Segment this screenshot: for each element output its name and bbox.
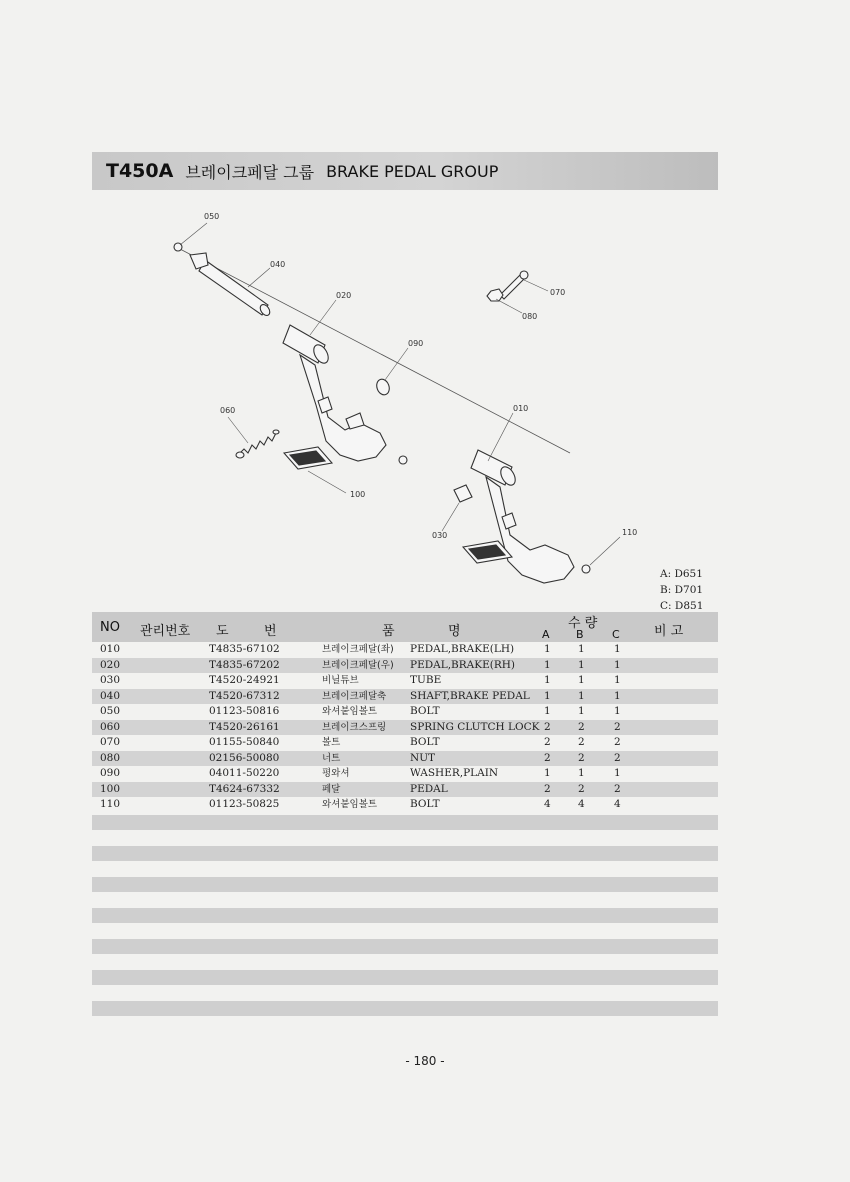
table-row [92, 751, 718, 767]
row-name-english: PEDAL,BRAKE(LH) [410, 643, 515, 655]
model-variants-legend [660, 566, 703, 614]
exploded-parts-diagram [150, 205, 710, 605]
row-no: 080 [100, 751, 121, 764]
shaft-line [180, 249, 570, 453]
row-qty-b: 1 [578, 767, 585, 779]
row-qty-c: 1 [614, 767, 621, 779]
header-mgmt-no: 관리번호 [140, 624, 191, 639]
table-row [92, 689, 718, 705]
row-no: 110 [100, 798, 121, 810]
row-qty-c: 1 [614, 689, 621, 702]
row-no: 050 [100, 705, 121, 717]
row-name-korean: 브레이크페달축 [322, 690, 387, 702]
row-qty-a: 2 [544, 782, 551, 795]
header-drawing-1: 도 [216, 624, 229, 639]
row-name-korean: 브레이크페달(우) [322, 659, 394, 671]
pedal-arm-010 [486, 477, 574, 583]
row-part-number: 02156-50080 [209, 751, 280, 764]
row-name-korean: 브레이크페달(좌) [322, 644, 394, 655]
row-qty-c: 1 [614, 658, 621, 671]
row-name-korean: 비닐튜브 [322, 675, 359, 686]
row-part-number: 04011-50220 [209, 767, 280, 779]
row-name-english: BOLT [410, 798, 440, 810]
callout-080: 080 [522, 312, 538, 321]
header-qty-a: A [542, 628, 550, 641]
row-qty-c: 2 [614, 736, 621, 748]
row-qty-b: 2 [578, 751, 585, 764]
row-name-korean: 와셔붙임볼트 [322, 706, 378, 717]
table-row [92, 673, 718, 689]
row-name-korean: 와셔붙임볼트 [322, 799, 378, 810]
empty-row-band [92, 877, 718, 892]
row-qty-b: 2 [578, 782, 585, 795]
row-qty-a: 2 [544, 736, 551, 748]
callout-100: 100 [350, 490, 366, 499]
table-row [92, 720, 718, 736]
row-qty-c: 4 [614, 798, 621, 810]
row-part-number: T4520-24921 [209, 674, 280, 686]
table-row [92, 704, 718, 720]
row-part-number: T4835-67102 [209, 643, 280, 655]
row-name-english: BOLT [410, 705, 440, 717]
group-title-english: BRAKE PEDAL GROUP [326, 161, 499, 181]
row-qty-b: 1 [578, 658, 585, 671]
row-qty-a: 1 [544, 643, 551, 655]
row-part-number: 01123-50816 [209, 705, 280, 717]
parts-table-header [92, 612, 718, 642]
row-name-english: WASHER,PLAIN [410, 767, 499, 779]
callout-110: 110 [622, 528, 638, 537]
row-part-number: T4835-67202 [209, 658, 280, 671]
title-bar [92, 152, 718, 190]
row-qty-b: 1 [578, 643, 585, 655]
header-qty-b: B [576, 628, 584, 641]
row-qty-b: 1 [578, 689, 585, 702]
table-row [92, 766, 718, 782]
row-qty-b: 1 [578, 705, 585, 717]
pedal-arm-020 [300, 355, 386, 461]
page-number: - 180 - [405, 1054, 445, 1068]
row-qty-b: 4 [578, 798, 585, 810]
row-qty-a: 2 [544, 751, 551, 764]
row-qty-b: 1 [578, 674, 585, 686]
row-qty-c: 1 [614, 705, 621, 717]
row-name-korean: 평와셔 [322, 768, 350, 779]
variant-c: C: D851 [660, 600, 704, 612]
row-qty-c: 2 [614, 751, 621, 764]
row-no: 010 [100, 643, 121, 655]
variant-b: B: D701 [660, 584, 704, 596]
header-name-2: 명 [448, 624, 461, 639]
callout-050: 050 [204, 212, 220, 221]
spring-060 [238, 433, 276, 455]
row-no: 040 [100, 689, 121, 702]
callout-070: 070 [550, 288, 566, 297]
nut-080 [487, 289, 503, 301]
group-title-korean: 브레이크페달 그룹 [185, 162, 315, 182]
row-part-number: T4624-67332 [209, 782, 280, 795]
parts-table-body [92, 642, 718, 813]
empty-row-band [92, 1001, 718, 1016]
model-code: T450A [106, 160, 174, 182]
header-qty: 수 량 [568, 616, 598, 631]
row-name-english: TUBE [410, 674, 442, 686]
header-remarks: 비 고 [654, 624, 684, 639]
row-no: 090 [100, 767, 121, 779]
row-qty-a: 1 [544, 705, 551, 717]
row-no: 060 [100, 720, 121, 733]
bolt-small [399, 456, 407, 464]
row-no: 020 [100, 658, 121, 671]
row-part-number: T4520-26161 [209, 720, 280, 733]
row-name-english: PEDAL [410, 782, 448, 795]
row-name-english: PEDAL,BRAKE(RH) [410, 658, 516, 671]
row-qty-c: 1 [614, 643, 621, 655]
row-qty-c: 2 [614, 782, 621, 795]
row-qty-a: 4 [544, 798, 551, 810]
row-qty-b: 2 [578, 720, 585, 733]
header-name-1: 품 [382, 624, 395, 639]
bolt-110 [582, 565, 590, 573]
callout-040: 040 [270, 260, 286, 269]
table-row [92, 642, 718, 658]
callout-060: 060 [220, 406, 236, 415]
row-name-korean: 너트 [322, 752, 341, 764]
row-qty-c: 2 [614, 720, 621, 733]
tube-030 [454, 485, 472, 502]
row-part-number: T4520-67312 [209, 689, 280, 702]
row-name-korean: 볼트 [322, 737, 341, 748]
row-qty-b: 2 [578, 736, 585, 748]
callout-010: 010 [513, 404, 529, 413]
row-name-english: NUT [410, 751, 436, 764]
row-name-english: BOLT [410, 736, 440, 748]
variant-a: A: D651 [660, 568, 703, 580]
callout-090: 090 [408, 339, 424, 348]
row-qty-a: 1 [544, 658, 551, 671]
row-part-number: 01155-50840 [209, 736, 280, 748]
empty-row-band [92, 970, 718, 985]
row-name-english: SHAFT,BRAKE PEDAL [410, 689, 530, 702]
row-no: 070 [100, 736, 121, 748]
table-row [92, 782, 718, 798]
row-no: 100 [100, 782, 121, 795]
header-drawing-2: 번 [264, 624, 277, 639]
callout-030: 030 [432, 531, 448, 540]
row-qty-a: 2 [544, 720, 551, 733]
empty-row-band [92, 908, 718, 923]
table-row [92, 735, 718, 751]
row-qty-a: 1 [544, 689, 551, 702]
row-no: 030 [100, 674, 121, 686]
header-qty-c: C [612, 628, 620, 641]
row-qty-a: 1 [544, 674, 551, 686]
shaft-040 [199, 260, 268, 315]
row-qty-a: 1 [544, 767, 551, 779]
callout-020: 020 [336, 291, 352, 300]
empty-row-band [92, 846, 718, 861]
row-name-english: SPRING CLUTCH LOCK [410, 720, 540, 733]
empty-row-band [92, 815, 718, 830]
table-row [92, 658, 718, 674]
row-name-korean: 페달 [322, 783, 341, 795]
row-qty-c: 1 [614, 674, 621, 686]
row-name-korean: 브레이크스프링 [322, 721, 387, 733]
row-part-number: 01123-50825 [209, 798, 280, 810]
table-row [92, 797, 718, 813]
empty-row-band [92, 939, 718, 954]
header-no: NO [100, 620, 120, 635]
washer-090 [375, 377, 392, 396]
